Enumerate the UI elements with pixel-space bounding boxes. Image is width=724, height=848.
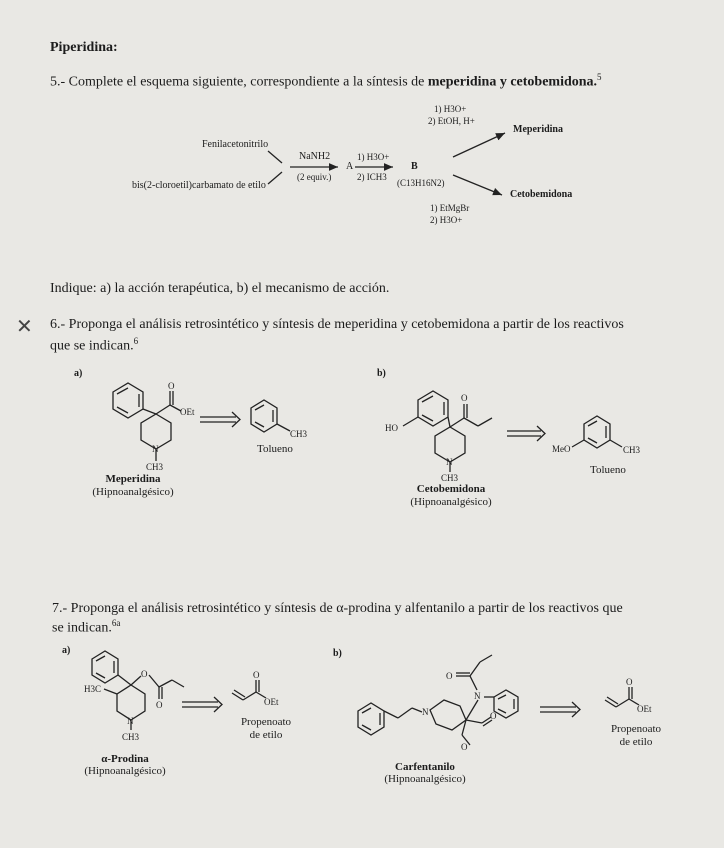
q6-a-class: (Hipnoanalgésico) [92,486,174,498]
q7-a-class: (Hipnoanalgésico) [84,765,166,777]
q7a-atom-h3c: H3C [84,684,102,694]
q6a-retro-arrow-head [232,412,240,427]
q5-reagent-1: Fenilacetonitrilo [202,139,269,150]
q5-bracket-top [268,151,282,163]
q5-arrow-down [453,175,502,195]
q6-b-reagent: Tolueno [590,464,626,476]
q6-line-1: 6.- Proponga el análisis retrosintético y síntesis de meperidina y cetobemidona a partir de los reactivos [50,317,624,332]
q6b-atom-ch3: CH3 [441,473,459,483]
q5-arrow2-bottom: 2) ICH3 [357,172,387,182]
q6-b-class: (Hipnoanalgésico) [410,496,492,508]
q5-indique: Indique: a) la acción terapéutica, b) el mecanismo de acción. [50,281,390,296]
q6a-atom-ch3: CH3 [146,462,164,472]
q6-part-b: b) [377,368,386,379]
q7-b-reagent-2: de etilo [619,736,653,748]
q7-part-b: b) [333,648,342,659]
q6-a-reagent: Tolueno [257,443,293,455]
q6b-retro-arrow-head [537,426,545,441]
q5-product-1: Meperidina [513,124,563,135]
q7-line-2-text: se indican. [52,620,112,636]
q7b-carfentanilo-structure [358,655,652,752]
q7a-prodina-structure [84,651,279,742]
q7-b-reagent-1: Propenoato [610,723,662,735]
q5-arrow-up [453,133,505,157]
q6b-atom-n: N [446,457,453,467]
q5-arrow1-top: NaNH2 [299,151,331,162]
q5-arrow2-top: 1) H3O+ [357,152,390,162]
q6-a-name: Meperidina [105,473,161,485]
q5-lower-cond-1: 1) EtMgBr [430,203,470,213]
q6a-meperidina-structure [113,381,308,472]
q6a-atom-o: O [168,381,175,391]
q5-lower-cond-2: 2) H3O+ [430,215,463,225]
q7b-retro-arrow-head [572,702,580,717]
q7-line-1: 7.- Proponga el análisis retrosintético y síntesis de α-prodina y alfentanilo a partir de los reactivos que [52,601,623,616]
q6a-toluene-ch3: CH3 [290,429,308,439]
q6-line-2-text: que se indican. [50,338,134,354]
q7a-retro-arrow-head [214,697,222,712]
q7a-atom-ch3: CH3 [122,732,140,742]
q7a-piperidine-ring [117,685,145,720]
q7-b-class: (Hipnoanalgésico) [384,773,466,785]
q6-part-a: a) [74,368,83,379]
q6a-atom-n: N [152,444,159,454]
q5-formula-b: (C13H16N2) [397,178,445,188]
q6-ref: 6 [133,336,139,346]
q7a-acrylate-o: O [253,670,260,680]
q7b-atom-o-amide: O [446,671,453,681]
q7a-atom-o-ester: O [141,669,148,679]
section-title: Piperidina: [50,40,118,55]
q5-upper-cond-1: 1) H3O+ [434,104,467,114]
q5-ref: 5 [597,72,602,82]
q7a-atom-n: N [127,716,134,726]
q6-b-name: Cetobemidona [416,483,486,495]
q6b-atom-meo: MeO [552,444,571,454]
q7b-atom-o-ester: O [490,711,497,721]
q5-reagent-2: bis(2-cloroetil)carbamato de etilo [132,180,266,191]
q7-a-reagent-2: de etilo [249,729,283,741]
q5-arrow1-bottom: (2 equiv.) [297,172,332,182]
q7a-atom-o-carbonyl: O [156,700,163,710]
q6b-toluene-ch3: CH3 [623,445,641,455]
q7-a-reagent-1: Propenoato [240,716,292,728]
q7b-atom-o-methoxy: O [461,742,468,752]
q7-b-name: Carfentanilo [395,761,455,773]
q7b-atom-n-ring: N [422,707,429,717]
q7a-acrylate-oet: OEt [264,697,279,707]
q7b-atom-n-amide: N [474,691,481,701]
q5-text-bold: meperidina y cetobemidona. [427,74,598,90]
q7-ref: 6a [111,618,121,628]
cross-mark-icon: ✕ [16,316,33,338]
q6a-atom-oet: OEt [180,407,195,417]
q6b-atom-o: O [461,393,468,403]
q5-scheme [268,133,505,195]
q7b-acrylate-oet: OEt [637,704,652,714]
q7b-piperidine-ring [430,700,466,730]
q5-intermediate-b: B [411,161,418,172]
q5-intermediate-a: A [346,161,354,172]
q5-product-2: Cetobemidona [510,189,573,200]
q7-part-a: a) [62,645,71,656]
q7-a-name: α-Prodina [101,753,149,765]
q5-upper-cond-2: 2) EtOH, H+ [428,116,475,126]
q5-text: 5.- Complete el esquema siguiente, correspondiente a la síntesis de [50,74,428,90]
q6b-cetobemidona-structure [385,391,641,483]
q6b-atom-ho: HO [385,423,398,433]
q7b-acrylate-o: O [626,677,633,687]
q5-bracket-bottom [268,172,282,184]
